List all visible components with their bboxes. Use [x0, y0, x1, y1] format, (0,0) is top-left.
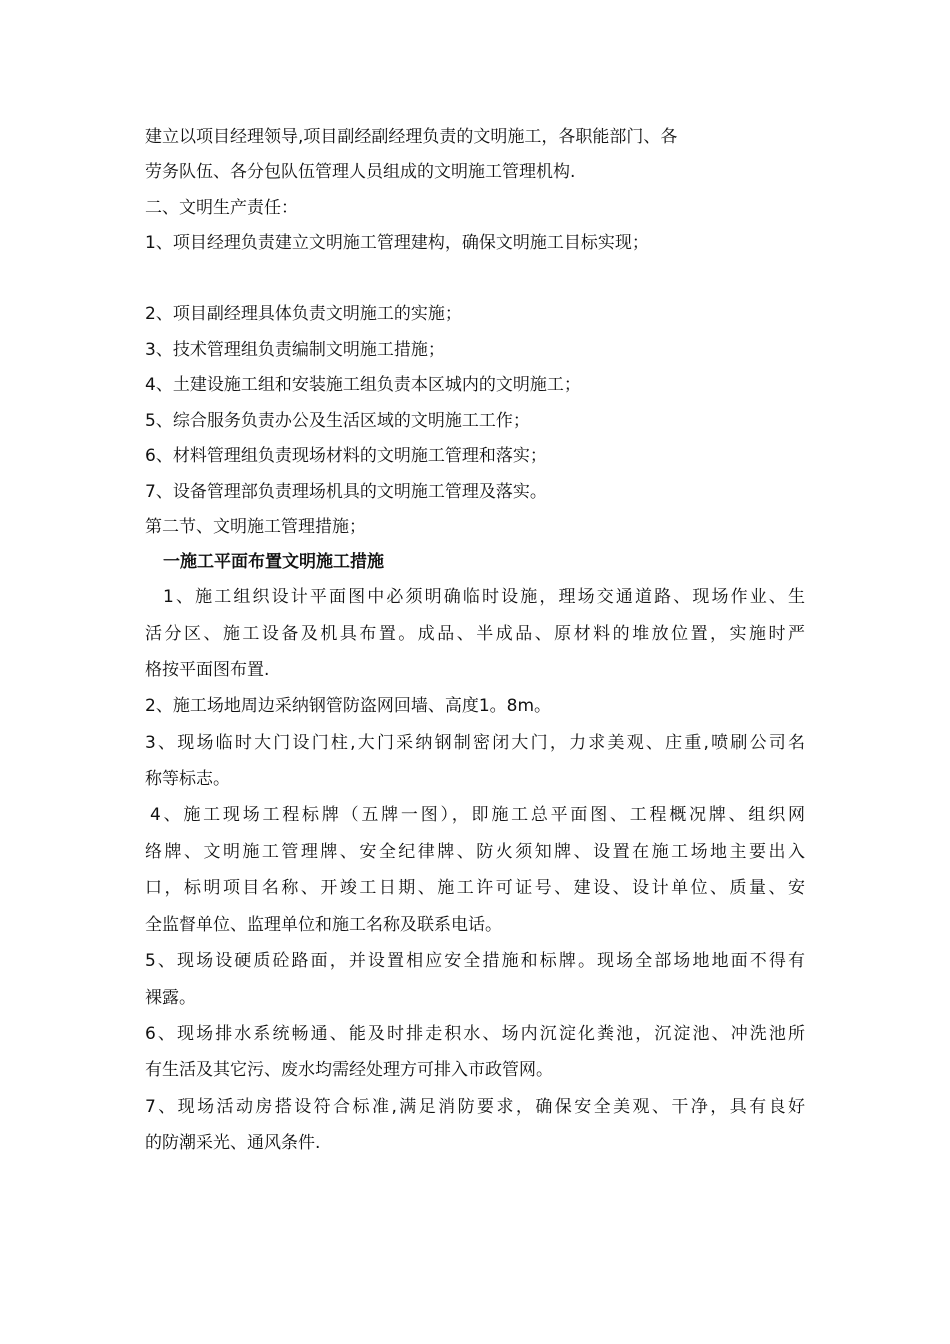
- list-item: 6、材料管理组负责现场材料的文明施工管理和落实；: [145, 446, 547, 466]
- paragraph-line: 7、现场活动房搭设符合标准,满足消防要求，确保安全美观、干净，具有良好: [145, 1097, 805, 1117]
- paragraph-line: 1、施工组织设计平面图中必须明确临时设施，理场交通道路、现场作业、生: [163, 587, 805, 607]
- paragraph-line: 称等标志。: [145, 769, 230, 789]
- list-item: 4、土建设施工组和安装施工组负责本区城内的文明施工；: [145, 375, 581, 395]
- list-item: 1、项目经理负责建立文明施工管理建构，确保文明施工目标实现；: [145, 233, 649, 253]
- paragraph-line: 裸露。: [145, 988, 196, 1008]
- paragraph-line: 有生活及其它污、废水均需经处理方可排入市政管网。: [145, 1060, 553, 1080]
- paragraph-line: 4、施工现场工程标牌（五牌一图），即施工总平面图、工程概况牌、组织网: [150, 805, 805, 825]
- section-heading: 二、文明生产责任：: [145, 198, 298, 218]
- paragraph-line: 口，标明项目名称、开竣工日期、施工许可证号、建设、设计单位、质量、安: [145, 878, 805, 898]
- paragraph-line: 2、施工场地周边采纳钢管防盗网回墙、高度1。8m。: [145, 696, 552, 716]
- paragraph-line: 全监督单位、监理单位和施工名称及联系电话。: [145, 915, 502, 935]
- list-item: 7、设备管理部负责理场机具的文明施工管理及落实。: [145, 482, 547, 502]
- subsection-heading: 一施工平面布置文明施工措施: [163, 552, 384, 572]
- paragraph-line: 络牌、文明施工管理牌、安全纪律牌、防火须知牌、设置在施工场地主要出入: [145, 842, 805, 862]
- paragraph-line: 6、现场排水系统畅通、能及时排走积水、场内沉淀化粪池，沉淀池、冲洗池所: [145, 1024, 805, 1044]
- paragraph-line: 5、现场设硬质砼路面，并设置相应安全措施和标牌。现场全部场地地面不得有: [145, 951, 805, 971]
- list-item: 3、技术管理组负责编制文明施工措施；: [145, 340, 445, 360]
- list-item: 5、综合服务负责办公及生活区域的文明施工工作；: [145, 411, 530, 431]
- paragraph-line: 活分区、施工设备及机具布置。成品、半成品、原材料的堆放位置，实施时严: [145, 624, 805, 644]
- paragraph-line: 建立以项目经理领导,项目副经副经理负责的文明施工，各职能部门、各: [145, 127, 678, 147]
- paragraph-line: 格按平面图布置.: [145, 660, 270, 680]
- list-item: 2、项目副经理具体负责文明施工的实施；: [145, 304, 462, 324]
- paragraph-line: 的防潮采光、通风条件.: [145, 1133, 321, 1153]
- paragraph-line: 劳务队伍、各分包队伍管理人员组成的文明施工管理机构.: [145, 162, 576, 182]
- section-heading: 第二节、文明施工管理措施；: [145, 517, 366, 537]
- paragraph-line: 3、现场临时大门设门柱,大门采纳钢制密闭大门，力求美观、庄重,喷刷公司名: [145, 733, 805, 753]
